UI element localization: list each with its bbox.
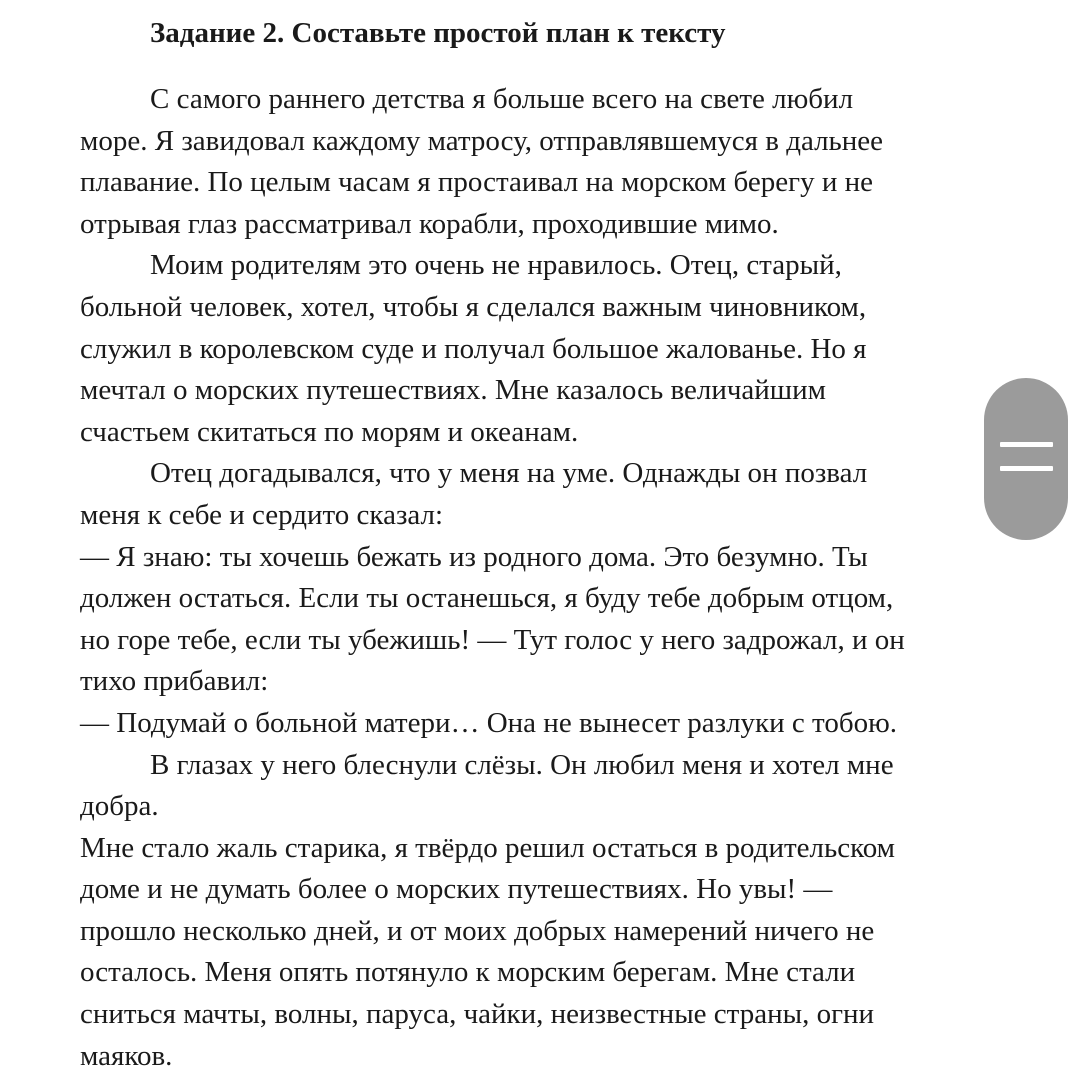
text-body — [80, 79, 1040, 1077]
text-line: мечтал о морских путешествиях. Мне казалось величайшим — [80, 374, 827, 407]
grip-line — [1000, 442, 1053, 447]
scroll-handle[interactable] — [984, 378, 1068, 540]
text-line: добра. — [80, 790, 159, 823]
text-line: прошло несколько дней, и от моих добрых намерений ничего не — [80, 914, 875, 947]
text-line: отрывая глаз рассматривал корабли, проходившие мимо. — [80, 207, 779, 240]
text-line: — Я знаю: ты хочешь бежать из родного дома. Это безумно. Ты — [80, 540, 868, 573]
text-line: маяков. — [80, 1039, 173, 1072]
text-line: больной человек, хотел, чтобы я сделался важным чиновником, — [80, 290, 867, 323]
text-line: тихо прибавил: — [80, 665, 269, 698]
text-line: меня к себе и сердито сказал: — [80, 498, 444, 531]
text-line: служил в королевском суде и получал большое жалованье. Но я — [80, 332, 867, 365]
text-line: море. Я завидовал каждому матросу, отправлявшемуся в дальнее — [80, 124, 884, 157]
text-line: Мне стало жаль старика, я твёрдо решил остаться в родительском — [80, 831, 896, 864]
grip-line — [1000, 466, 1053, 471]
text-line: Отец догадывался, что у меня на уме. Однажды он позвал — [150, 457, 868, 490]
task-title: Задание 2. Составьте простой план к тексту — [150, 17, 726, 49]
text-line: доме и не думать более о морских путешествиях. Но увы! — — [80, 873, 833, 906]
text-line: — Подумай о больной матери… Она не вынесет разлуки с тобою. — [80, 706, 897, 739]
text-line: Моим родителям это очень не нравилось. Отец, старый, — [150, 249, 842, 282]
text-line: сниться мачты, волны, паруса, чайки, неизвестные страны, огни — [80, 998, 875, 1031]
text-line: но горе тебе, если ты убежишь! — Тут голос у него задрожал, и он — [80, 623, 905, 656]
text-line: С самого раннего детства я больше всего на свете любил — [150, 83, 854, 115]
text-line: счастьем скитаться по морям и океанам. — [80, 415, 579, 448]
text-line: должен остаться. Если ты останешься, я буду тебе добрым отцом, — [80, 582, 894, 615]
text-line: осталось. Меня опять потянуло к морским берегам. Мне стали — [80, 956, 856, 989]
text-line: плавание. По целым часам я простаивал на морском берегу и не — [80, 166, 873, 199]
text-line: В глазах у него блеснули слёзы. Он любил меня и хотел мне — [150, 748, 894, 781]
